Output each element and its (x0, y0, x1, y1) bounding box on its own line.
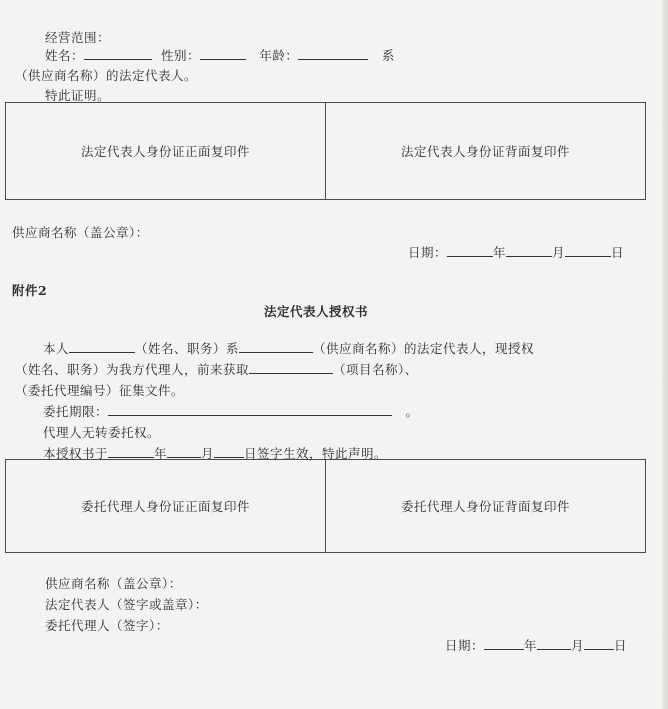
p2-a: （姓名、职务）为我方代理人，前来获取 (15, 362, 250, 377)
year-blank-2 (484, 637, 524, 650)
gender-blank (200, 47, 246, 60)
name-label: 姓名： (45, 48, 85, 63)
age-blank (298, 47, 368, 60)
authorization-title: 法定代表人授权书 (264, 304, 369, 319)
paragraph-line-2 (15, 360, 418, 378)
agent-id-box (5, 459, 646, 553)
date-line-2 (445, 636, 627, 654)
date-label-1: 日期： (408, 245, 448, 260)
name-blank (84, 47, 152, 60)
paragraph-line-1 (43, 339, 534, 357)
attachment-label: 附件2 (12, 283, 48, 298)
day-label-2: 日 (614, 638, 628, 653)
date-label-2: 日期： (445, 638, 485, 653)
year-label-2: 年 (524, 638, 538, 653)
year-label-1: 年 (493, 245, 507, 260)
term-line (43, 402, 418, 420)
gender-label: 性别： (160, 48, 200, 63)
supplier-seal-2: 供应商名称（盖公章）： (45, 576, 182, 591)
day-label-1: 日 (611, 245, 625, 260)
legal-rep-id-box (5, 102, 646, 200)
month-blank-1 (506, 244, 552, 257)
month-label-1: 月 (552, 245, 566, 260)
year-blank-1 (447, 244, 493, 257)
legal-rep-id-back: 法定代表人身份证背面复印件 (325, 103, 645, 199)
certify-line: 特此证明。 (45, 88, 111, 103)
supplier-seal-1: 供应商名称（盖公章）： (12, 225, 149, 240)
month-blank-2 (537, 637, 571, 650)
agent-id-front: 委托代理人身份证正面复印件 (80, 499, 250, 514)
legal-rep-id-front: 法定代表人身份证正面复印件 (80, 144, 250, 159)
age-label: 年龄： (259, 48, 299, 63)
p1-a: 本人 (43, 341, 70, 356)
name-gender-age-line (45, 46, 395, 64)
effective-a: 本授权书于 (43, 446, 109, 461)
term-blank (108, 403, 392, 416)
p1-name-blank (69, 340, 135, 353)
effective-month-blank (167, 445, 201, 458)
agent-id-back: 委托代理人身份证背面复印件 (325, 460, 645, 552)
business-scope-label: 经营范围： (45, 30, 111, 45)
date-line-1 (408, 243, 624, 261)
effective-day-blank (214, 445, 244, 458)
p1-c: （供应商名称）的法定代表人，现授权 (313, 341, 535, 356)
legal-rep-sign: 法定代表人（签字或盖章）： (45, 597, 208, 612)
belongs-label: 系 (381, 48, 395, 63)
page-edge-shadow (662, 0, 668, 709)
term-end: 。 (405, 404, 419, 419)
agent-sign: 委托代理人（签字）： (45, 618, 169, 633)
effective-year-blank (108, 445, 154, 458)
effective-b: 年 (154, 446, 168, 461)
p1-supplier-blank (239, 340, 313, 353)
p1-b: （姓名、职务）系 (135, 341, 240, 356)
month-label-2: 月 (571, 638, 585, 653)
effective-c: 月 (201, 446, 215, 461)
p2-project-blank (249, 361, 333, 374)
paragraph-line-3: （委托代理编号）征集文件。 (15, 383, 185, 398)
no-transfer-line: 代理人无转委托权。 (43, 425, 161, 440)
term-label: 委托期限： (43, 404, 109, 419)
day-blank-2 (584, 637, 614, 650)
p2-b: （项目名称）、 (333, 362, 418, 377)
day-blank-1 (565, 244, 611, 257)
effective-d: 日签字生效，特此声明。 (244, 446, 388, 461)
supplier-legal-rep-line: （供应商名称）的法定代表人。 (15, 68, 198, 83)
